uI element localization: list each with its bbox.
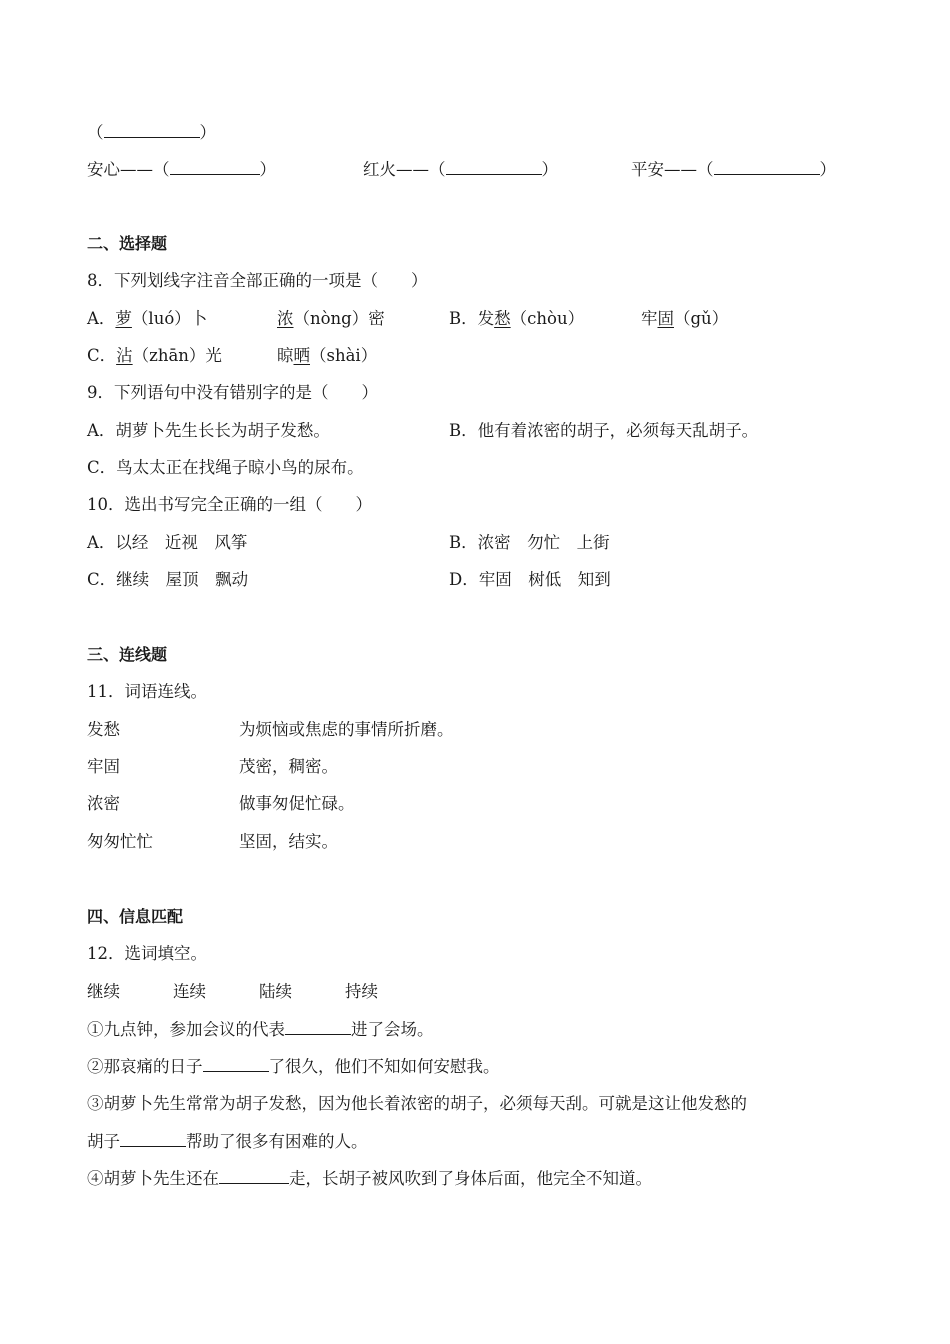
- antonym-item: 平安——（ ）: [631, 157, 836, 182]
- sentence-3-line2: 胡子 帮助了很多有困难的人。: [87, 1129, 368, 1153]
- match-word[interactable]: 匆匆忙忙: [87, 832, 153, 851]
- option-a[interactable]: A．以经 近视 风筝: [87, 533, 248, 552]
- option-c[interactable]: C．鸟太太正在找绳子晾小鸟的尿布。: [87, 458, 364, 477]
- question-8-option-c: [87, 344, 877, 368]
- option-c[interactable]: C．继续 屋顶 飘动: [87, 570, 249, 589]
- answer-blank[interactable]: [203, 1054, 269, 1072]
- match-row: [87, 830, 877, 854]
- match-row: [87, 718, 877, 742]
- section-heading-info-match: 四、信息匹配: [87, 907, 184, 926]
- sentence-1: ①九点钟，参加会议的代表 进了会场。: [87, 1017, 434, 1041]
- match-word[interactable]: 牢固: [87, 757, 120, 776]
- word-bank: [87, 980, 877, 1004]
- word-bank-item: 继续: [87, 982, 120, 1001]
- word-bank-item: 持续: [345, 982, 378, 1001]
- answer-blank[interactable]: [170, 157, 260, 175]
- answer-blank[interactable]: [285, 1017, 351, 1035]
- antonym-item: 安心——（ ）: [87, 157, 276, 182]
- antonym-row: [87, 157, 877, 181]
- match-row: [87, 792, 877, 816]
- match-word[interactable]: 浓密: [87, 794, 120, 813]
- word-bank-item: 陆续: [259, 982, 292, 1001]
- match-definition[interactable]: 做事匆促忙碌。: [239, 794, 355, 813]
- option-c[interactable]: C．沾（zhān）光: [87, 346, 222, 365]
- section-heading-matching: 三、连线题: [87, 645, 168, 664]
- option-d[interactable]: D．牢固 树低 知到: [449, 570, 611, 589]
- answer-blank[interactable]: [120, 1129, 186, 1147]
- worksheet-page: [87, 0, 877, 1344]
- antonym-item: 红火——（ ）: [363, 157, 558, 182]
- question-10-stem: 10．选出书写完全正确的一组（ ）: [87, 495, 372, 514]
- match-row: [87, 755, 877, 779]
- option-a[interactable]: A．胡萝卜先生长长为胡子发愁。: [87, 421, 330, 440]
- option-b[interactable]: B．发愁（chòu）: [449, 309, 585, 328]
- option-c-part2: 晾晒（shài）: [277, 346, 378, 365]
- option-b[interactable]: B．他有着浓密的胡子，必须每天乱胡子。: [449, 421, 759, 440]
- sentence-4: ④胡萝卜先生还在 走，长胡子被风吹到了身体后面，他完全不知道。: [87, 1166, 652, 1190]
- match-word[interactable]: 发愁: [87, 720, 120, 739]
- answer-blank[interactable]: [219, 1166, 289, 1184]
- answer-blank[interactable]: [714, 157, 820, 175]
- question-10-options-ab: [87, 531, 877, 555]
- match-definition[interactable]: 茂密，稠密。: [239, 757, 338, 776]
- question-9-options-ab: [87, 419, 877, 443]
- question-9-stem: 9．下列语句中没有错别字的是（ ）: [87, 383, 378, 402]
- answer-blank[interactable]: [446, 157, 542, 175]
- paren-blank-line: （ ）: [87, 120, 216, 144]
- question-11-stem: 11．词语连线。: [87, 682, 207, 701]
- question-10-options-cd: [87, 568, 877, 592]
- word-bank-item: 连续: [173, 982, 206, 1001]
- option-b[interactable]: B．浓密 勿忙 上街: [449, 533, 610, 552]
- answer-blank[interactable]: [104, 120, 200, 138]
- option-b-part2: 牢固（gǔ）: [641, 309, 729, 328]
- question-8-options-ab: [87, 307, 877, 331]
- section-heading-choice: 二、选择题: [87, 234, 168, 253]
- question-8-stem: 8．下列划线字注音全部正确的一项是（ ）: [87, 271, 428, 290]
- option-a[interactable]: A．萝（luó）卜: [87, 309, 208, 328]
- question-12-stem: 12．选词填空。: [87, 944, 207, 963]
- option-a-part2: 浓（nòng）密: [277, 309, 385, 328]
- match-definition[interactable]: 坚固，结实。: [239, 832, 338, 851]
- sentence-3-line1: ③胡萝卜先生常常为胡子发愁，因为他长着浓密的胡子，必须每天刮。可就是这让他发愁的: [87, 1094, 747, 1113]
- sentence-2: ②那哀痛的日子 了很久，他们不知如何安慰我。: [87, 1054, 500, 1078]
- match-definition[interactable]: 为烦恼或焦虑的事情所折磨。: [239, 720, 454, 739]
